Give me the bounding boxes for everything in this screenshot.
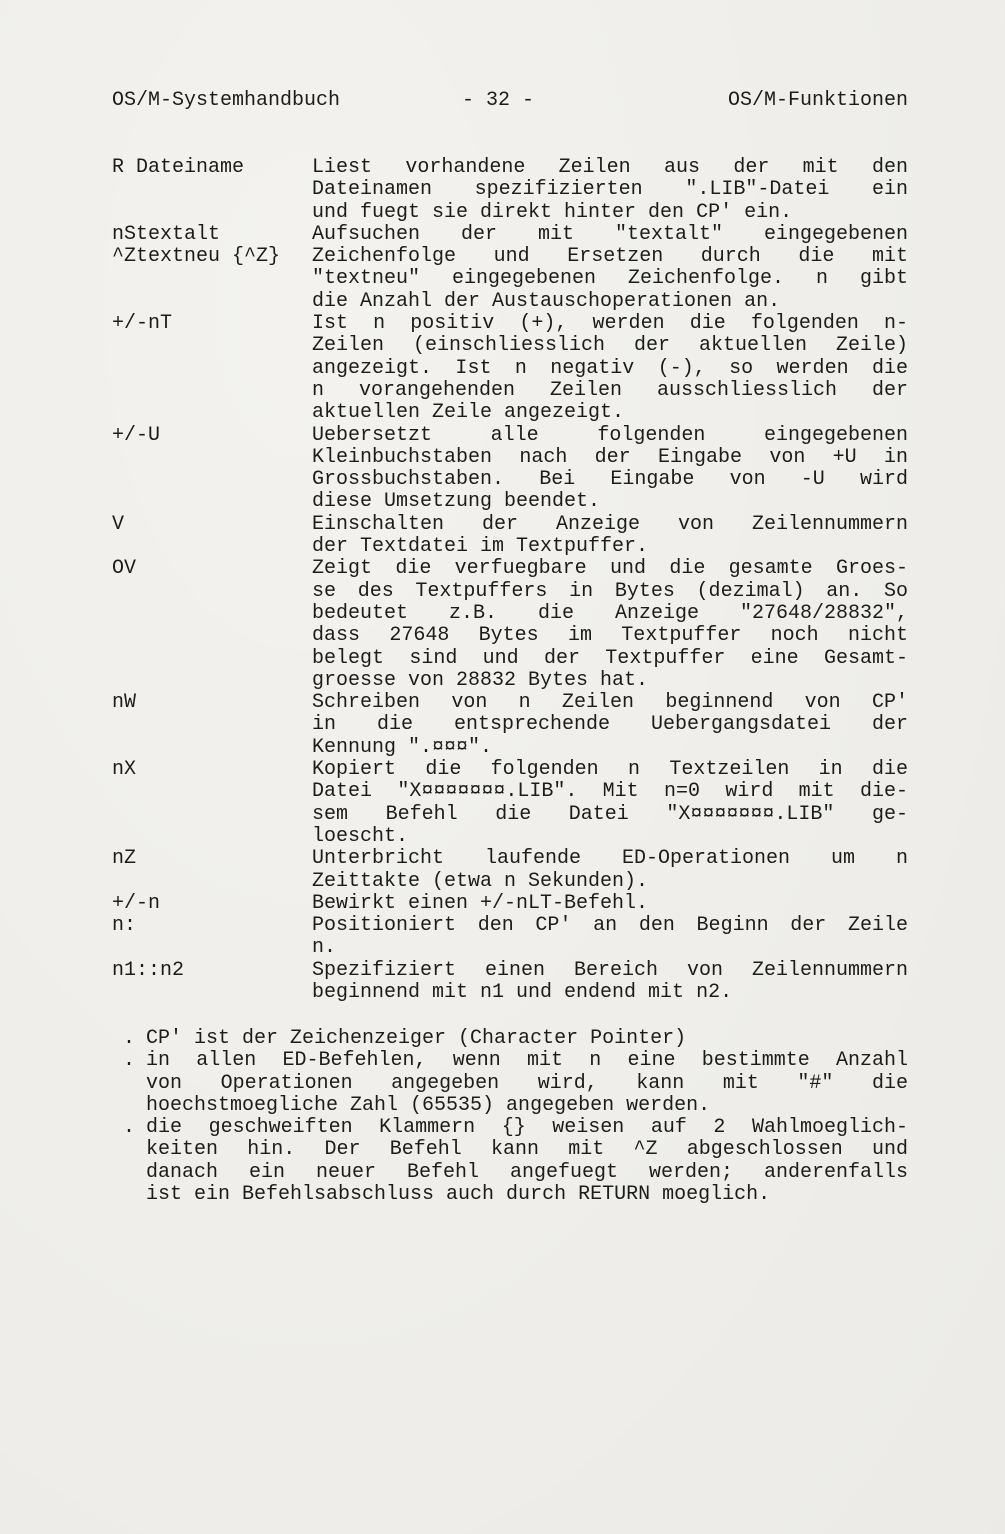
- bullet-marker: .: [122, 1116, 135, 1140]
- footnote-line: hoechstmoegliche Zahl (65535) angegeben werden.: [146, 1093, 711, 1117]
- bullet-marker: .: [122, 1027, 135, 1050]
- footnote-text: [146, 1117, 908, 1206]
- header-left: OS/M-Systemhandbuch: [112, 89, 341, 112]
- description-line: sem Befehl die Datei "X¤¤¤¤¤¤¤.LIB" ge-: [312, 802, 908, 826]
- command-entry: [112, 558, 908, 692]
- command-syntax: n1::n2: [112, 958, 185, 982]
- command-entry: [112, 692, 908, 759]
- command-syntax: n:: [112, 914, 137, 938]
- description-line: dass 27648 Bytes im Textpuffer noch nicht: [312, 624, 908, 648]
- footnote-line: ist ein Befehlsabschluss auch durch RETURN moeglich.: [146, 1183, 771, 1207]
- command-entry: [112, 313, 908, 424]
- description-line: beginnend mit n1 und endend mit n2.: [312, 980, 733, 1004]
- description-line: Schreiben von n Zeilen beginnend von CP': [312, 691, 908, 715]
- command-entry: [112, 514, 908, 559]
- description-line: Datei "X¤¤¤¤¤¤¤.LIB". Mit n=0 wird mit die-: [312, 780, 908, 804]
- description-line: Kennung ".¤¤¤".: [312, 735, 493, 759]
- command-description: [312, 313, 908, 424]
- description-line: Zeigt die verfuegbare und die gesamte Groes-: [312, 557, 908, 581]
- command-description: [312, 960, 908, 1005]
- command-syntax: OV: [112, 557, 137, 581]
- footnote-text: [146, 1028, 908, 1050]
- description-line: Unterbricht laufende ED-Operationen um n: [312, 847, 908, 871]
- command-description: [312, 224, 908, 313]
- page-number: - 32 -: [462, 89, 535, 112]
- command-syntax: V: [112, 512, 125, 536]
- description-line: Grossbuchstaben. Bei Eingabe von -U wird: [312, 468, 908, 492]
- command-syntax: nX: [112, 758, 137, 782]
- command-entry: [112, 960, 908, 1005]
- command-entry: [112, 759, 908, 848]
- command-entry: [112, 425, 908, 514]
- command-syntax: +/-nT: [112, 312, 173, 336]
- description-line: Spezifiziert einen Bereich von Zeilennummern: [312, 958, 908, 982]
- command-entry: [112, 848, 908, 893]
- description-line: in die entsprechende Uebergangsdatei der: [312, 713, 908, 737]
- command-entry: [112, 157, 908, 224]
- command-entry: [112, 893, 908, 915]
- footnote-line: von Operationen angegeben wird, kann mit "#" die: [146, 1071, 908, 1095]
- description-line: Positioniert den CP' an den Beginn der Zeile: [312, 914, 908, 938]
- description-line: belegt sind und der Textpuffer eine Gesamt-: [312, 646, 908, 670]
- footnote-line: keiten hin. Der Befehl kann mit ^Z abgeschlossen und: [146, 1138, 908, 1162]
- footnote-text: [146, 1050, 908, 1117]
- description-line: angezeigt. Ist n negativ (-), so werden die: [312, 356, 908, 380]
- description-line: Zeittakte (etwa n Sekunden).: [312, 869, 649, 893]
- command-syntax: nStextalt ^Ztextneu {^Z}: [112, 222, 281, 269]
- bullet-marker: .: [122, 1049, 135, 1073]
- command-description: [312, 157, 908, 224]
- description-line: loescht.: [312, 824, 409, 848]
- command-description: [312, 893, 908, 915]
- command-syntax: nZ: [112, 847, 137, 871]
- footnote-item: [112, 1117, 908, 1206]
- command-syntax: nW: [112, 691, 137, 715]
- description-line: Zeichenfolge und Ersetzen durch die mit: [312, 245, 908, 269]
- footnote-line: in allen ED-Befehlen, wenn mit n eine bestimmte Anzahl: [146, 1049, 908, 1073]
- header-right: OS/M-Funktionen: [727, 89, 908, 112]
- footnote-item: [112, 1028, 908, 1050]
- command-description: [312, 915, 908, 960]
- description-line: Dateinamen spezifizierten ".LIB"-Datei ein: [312, 178, 908, 202]
- command-description: [312, 848, 908, 893]
- description-line: groesse von 28832 Bytes hat.: [312, 668, 649, 692]
- description-line: Einschalten der Anzeige von Zeilennummern: [312, 512, 908, 536]
- running-header: [112, 88, 908, 114]
- description-line: diese Umsetzung beendet.: [312, 490, 601, 514]
- command-syntax: +/-U: [112, 423, 161, 447]
- description-line: bedeutet z.B. die Anzeige "27648/28832",: [312, 601, 908, 625]
- description-line: Kleinbuchstaben nach der Eingabe von +U in: [312, 445, 908, 469]
- command-description: [312, 692, 908, 759]
- command-syntax: +/-n: [112, 891, 161, 915]
- command-syntax: R Dateiname: [112, 156, 245, 179]
- description-line: Kopiert die folgenden n Textzeilen in die: [312, 758, 908, 782]
- footnote-line: danach ein neuer Befehl angefuegt werden; anderenfalls: [146, 1160, 908, 1184]
- command-entry: [112, 224, 908, 313]
- command-description: [312, 514, 908, 559]
- description-line: n.: [312, 936, 337, 960]
- description-line: "textneu" eingegebenen Zeichenfolge. n gibt: [312, 267, 908, 291]
- footnote-line: CP' ist der Zeichenzeiger (Character Pointer): [146, 1027, 687, 1050]
- description-line: Ist n positiv (+), werden die folgenden n-: [312, 312, 908, 336]
- description-line: n vorangehenden Zeilen ausschliesslich der: [312, 378, 908, 402]
- description-line: se des Textpuffers in Bytes (dezimal) an. So: [312, 579, 908, 603]
- command-description: [312, 759, 908, 848]
- command-reference-list: [112, 157, 908, 1004]
- description-line: die Anzahl der Austauschoperationen an.: [312, 289, 781, 313]
- description-line: aktuellen Zeile angezeigt.: [312, 401, 625, 425]
- description-line: Zeilen (einschliesslich der aktuellen Zeile): [312, 334, 908, 358]
- footnote-item: [112, 1050, 908, 1117]
- command-entry: [112, 915, 908, 960]
- command-description: [312, 425, 908, 514]
- description-line: Uebersetzt alle folgenden eingegebenen: [312, 423, 908, 447]
- description-line: Aufsuchen der mit "textalt" eingegebenen: [312, 222, 908, 246]
- description-line: Bewirkt einen +/-nLT-Befehl.: [312, 891, 649, 915]
- footnote-line: die geschweiften Klammern {} weisen auf 2 Wahlmoeglich-: [146, 1116, 908, 1140]
- description-line: der Textdatei im Textpuffer.: [312, 535, 649, 559]
- description-line: Liest vorhandene Zeilen aus der mit den: [312, 156, 908, 179]
- command-description: [312, 558, 908, 692]
- footnotes-list: [112, 1028, 908, 1206]
- description-line: und fuegt sie direkt hinter den CP' ein.: [312, 200, 793, 224]
